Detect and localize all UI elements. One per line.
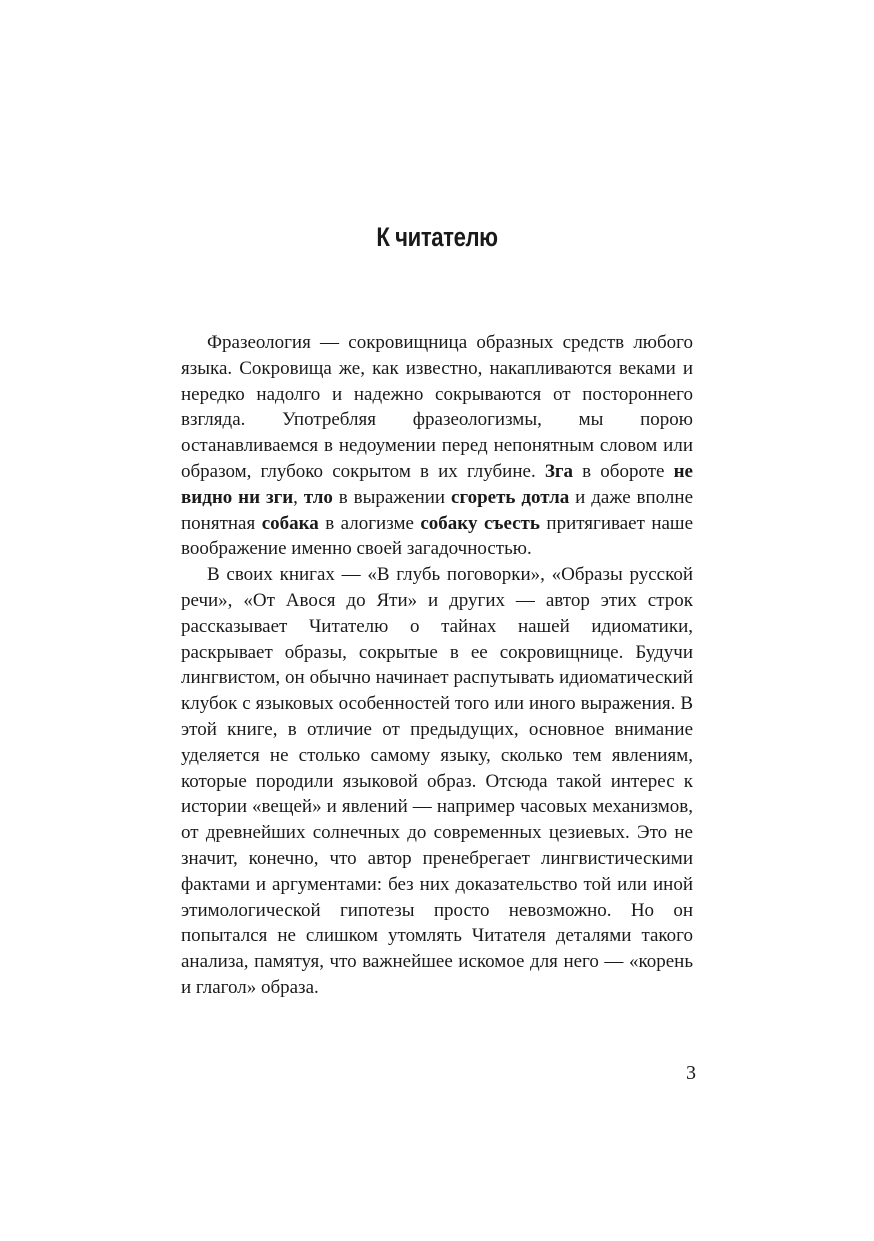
p1-run: Фразеология — сокровищница образных средств любого языка. Сокровища же, как известно, накапливаются веками и нередко надолго и надежно сокрываются от постороннего взгляда. Употребляя фразеологизмы, мы порою останавливаемся в недоумении перед непонятным словом или образом, глубоко сокрытом в их глубине. xyxy=(181,332,693,482)
p1-bold-term: собаку съесть xyxy=(420,512,540,534)
page-title: К читателю xyxy=(376,222,498,252)
body-text xyxy=(181,330,693,1001)
p1-run: и даже вполне понятная xyxy=(181,486,694,534)
p1-bold-term: Зга xyxy=(544,460,574,482)
p1-run: , xyxy=(293,486,304,508)
p1-bold-term: сгореть дотла xyxy=(451,486,570,508)
paragraph-1 xyxy=(181,330,693,562)
p1-bold-term: не видно ни зги xyxy=(181,460,693,508)
p1-run: притягивает наше воображение именно своей загадочностью. xyxy=(181,512,693,560)
p1-run: в выражении xyxy=(332,486,452,508)
p1-bold-term: тло xyxy=(303,486,333,508)
p1-run: в обороте xyxy=(573,460,674,482)
page-number: 3 xyxy=(686,1062,696,1084)
p1-run: в алогизме xyxy=(318,512,421,534)
paragraph-2: В своих книгах — «В глубь поговорки», «Образы русской речи», «От Авося до Яти» и других — автор этих строк рассказывает Читателю о тайнах нашей идиоматики, раскрывает образы, сокрытые в ее сокровищнице. Будучи лингвистом, он обычно начинает распутывать идиоматический клубок с языковых особенностей того или иного выражения. В этой книге, в отличие от предыдущих, основное внимание уделяется не столько самому языку, сколько тем явлениям, которые породили языковой образ. Отсюда такой интерес к истории «вещей» и явлений — например часовых механизмов, от древнейших солнечных до современных цезиевых. Это не значит, конечно, что автор пренебрегает лингвистическими фактами и аргументами: без них доказательство той или иной этимологической гипотезы просто невозможно. Но он попытался не слишком утомлять Читателя деталями такого анализа, памятуя, что важнейшее искомое для него — «корень и глагол» образа. xyxy=(181,564,693,998)
p1-bold-term: собака xyxy=(261,512,319,534)
